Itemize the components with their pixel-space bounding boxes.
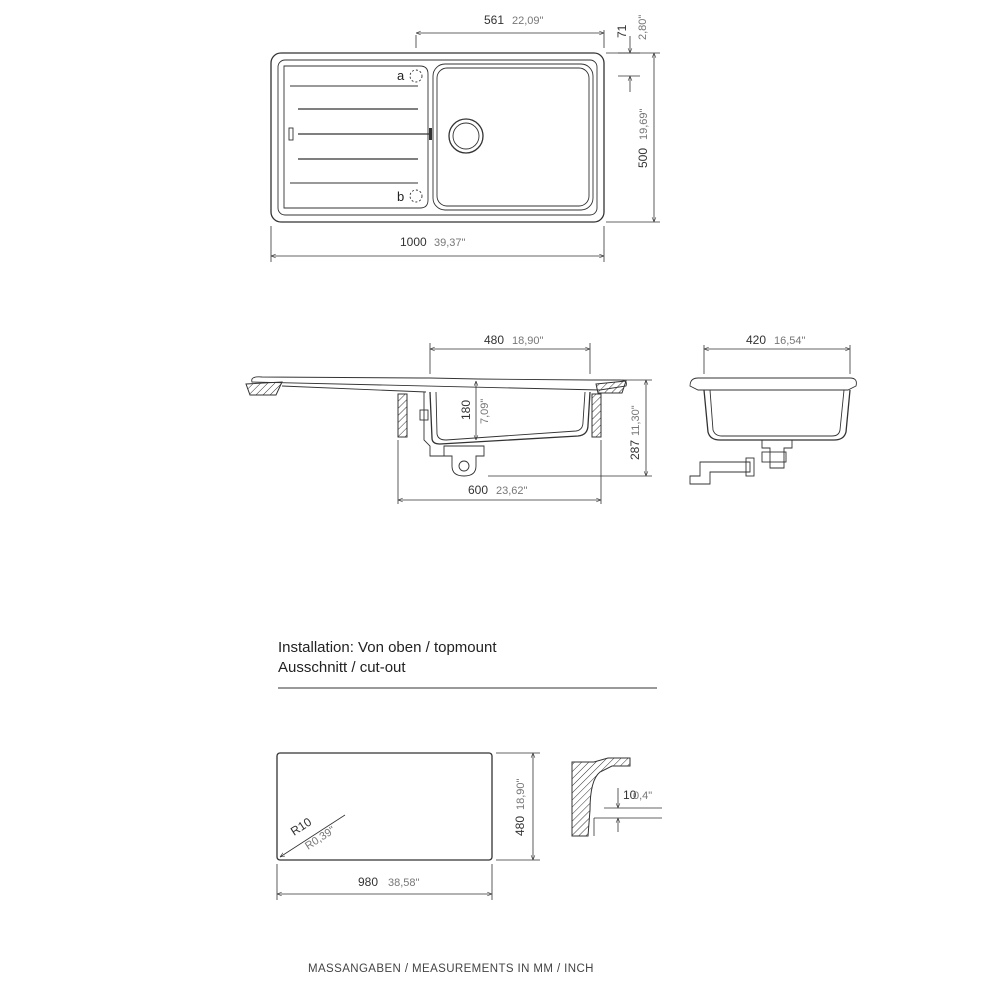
top-view	[271, 13, 660, 262]
dim-980-inch: 38,58"	[388, 877, 420, 889]
marker-a-label: a	[397, 68, 405, 83]
cutout-drawing	[277, 753, 540, 900]
overflow-pipe	[424, 392, 446, 456]
drainer-area	[284, 66, 428, 208]
dim-71-mm: 71	[615, 24, 629, 38]
bowl-inner	[437, 68, 589, 206]
installation-line2: Ausschnitt / cut-out	[278, 659, 406, 676]
installation-heading	[278, 639, 657, 688]
bowl-outline	[433, 64, 593, 210]
dim-500-inch: 19,69"	[638, 108, 650, 140]
dim-180-inch: 7,09"	[479, 398, 491, 424]
dim-420-mm: 420	[746, 333, 767, 347]
dim-1000-inch: 39,37"	[434, 237, 466, 249]
dim-71-inch: 2,80"	[637, 14, 649, 40]
drain-icon	[449, 119, 483, 153]
dim-cutout-480-inch: 18,90"	[515, 778, 527, 810]
dim-561-mm: 561	[484, 13, 505, 27]
dim-287-inch: 11,30"	[630, 405, 642, 436]
dim-600-mm: 600	[468, 483, 489, 497]
dim-1000-mm: 1000	[400, 235, 427, 249]
dim-600-inch: 23,62"	[496, 485, 528, 497]
sink-inner-outline	[278, 60, 597, 215]
edge-detail	[572, 758, 662, 836]
tap-hole-a-icon	[410, 70, 422, 82]
edge-detail-mm: 10	[623, 788, 637, 802]
dim-561-inch: 22,09"	[512, 15, 544, 27]
edge-detail-inch: 0,4"	[633, 790, 653, 802]
side-outlet-pipe	[690, 462, 750, 484]
dim-480-mm: 480	[484, 333, 505, 347]
dim-cutout-480-mm: 480	[513, 815, 527, 836]
sink-outline	[271, 53, 604, 222]
edge-profile	[572, 758, 630, 836]
tap-hole-b-icon	[410, 190, 422, 202]
front-section	[246, 333, 652, 504]
cabinet-panel-right	[592, 394, 601, 437]
dim-180-mm: 180	[459, 399, 473, 420]
marker-b-label: b	[397, 189, 405, 204]
worktop-right	[596, 381, 626, 393]
cabinet-panel-left	[398, 394, 407, 437]
dim-980-mm: 980	[358, 875, 379, 889]
drainer-grooves	[289, 86, 432, 183]
cutout-radius-mm: R10	[288, 814, 315, 839]
footer-caption: MASSANGABEN / MEASUREMENTS IN MM / INCH	[308, 963, 594, 975]
dim-480-inch: 18,90"	[512, 335, 544, 347]
installation-line1: Installation: Von oben / topmount	[278, 639, 497, 656]
side-waste-pipe	[762, 440, 792, 468]
dim-287-mm: 287	[628, 439, 642, 460]
worktop-left	[246, 382, 282, 395]
side-bowl	[704, 390, 850, 440]
sink-rim	[252, 377, 627, 390]
dim-500-mm: 500	[636, 147, 650, 168]
dim-420-inch: 16,54"	[774, 335, 806, 347]
bowl-section	[430, 392, 590, 444]
cutout-radius-inch: R0,39"	[303, 824, 338, 853]
side-section	[690, 333, 856, 484]
side-rim	[690, 378, 856, 390]
